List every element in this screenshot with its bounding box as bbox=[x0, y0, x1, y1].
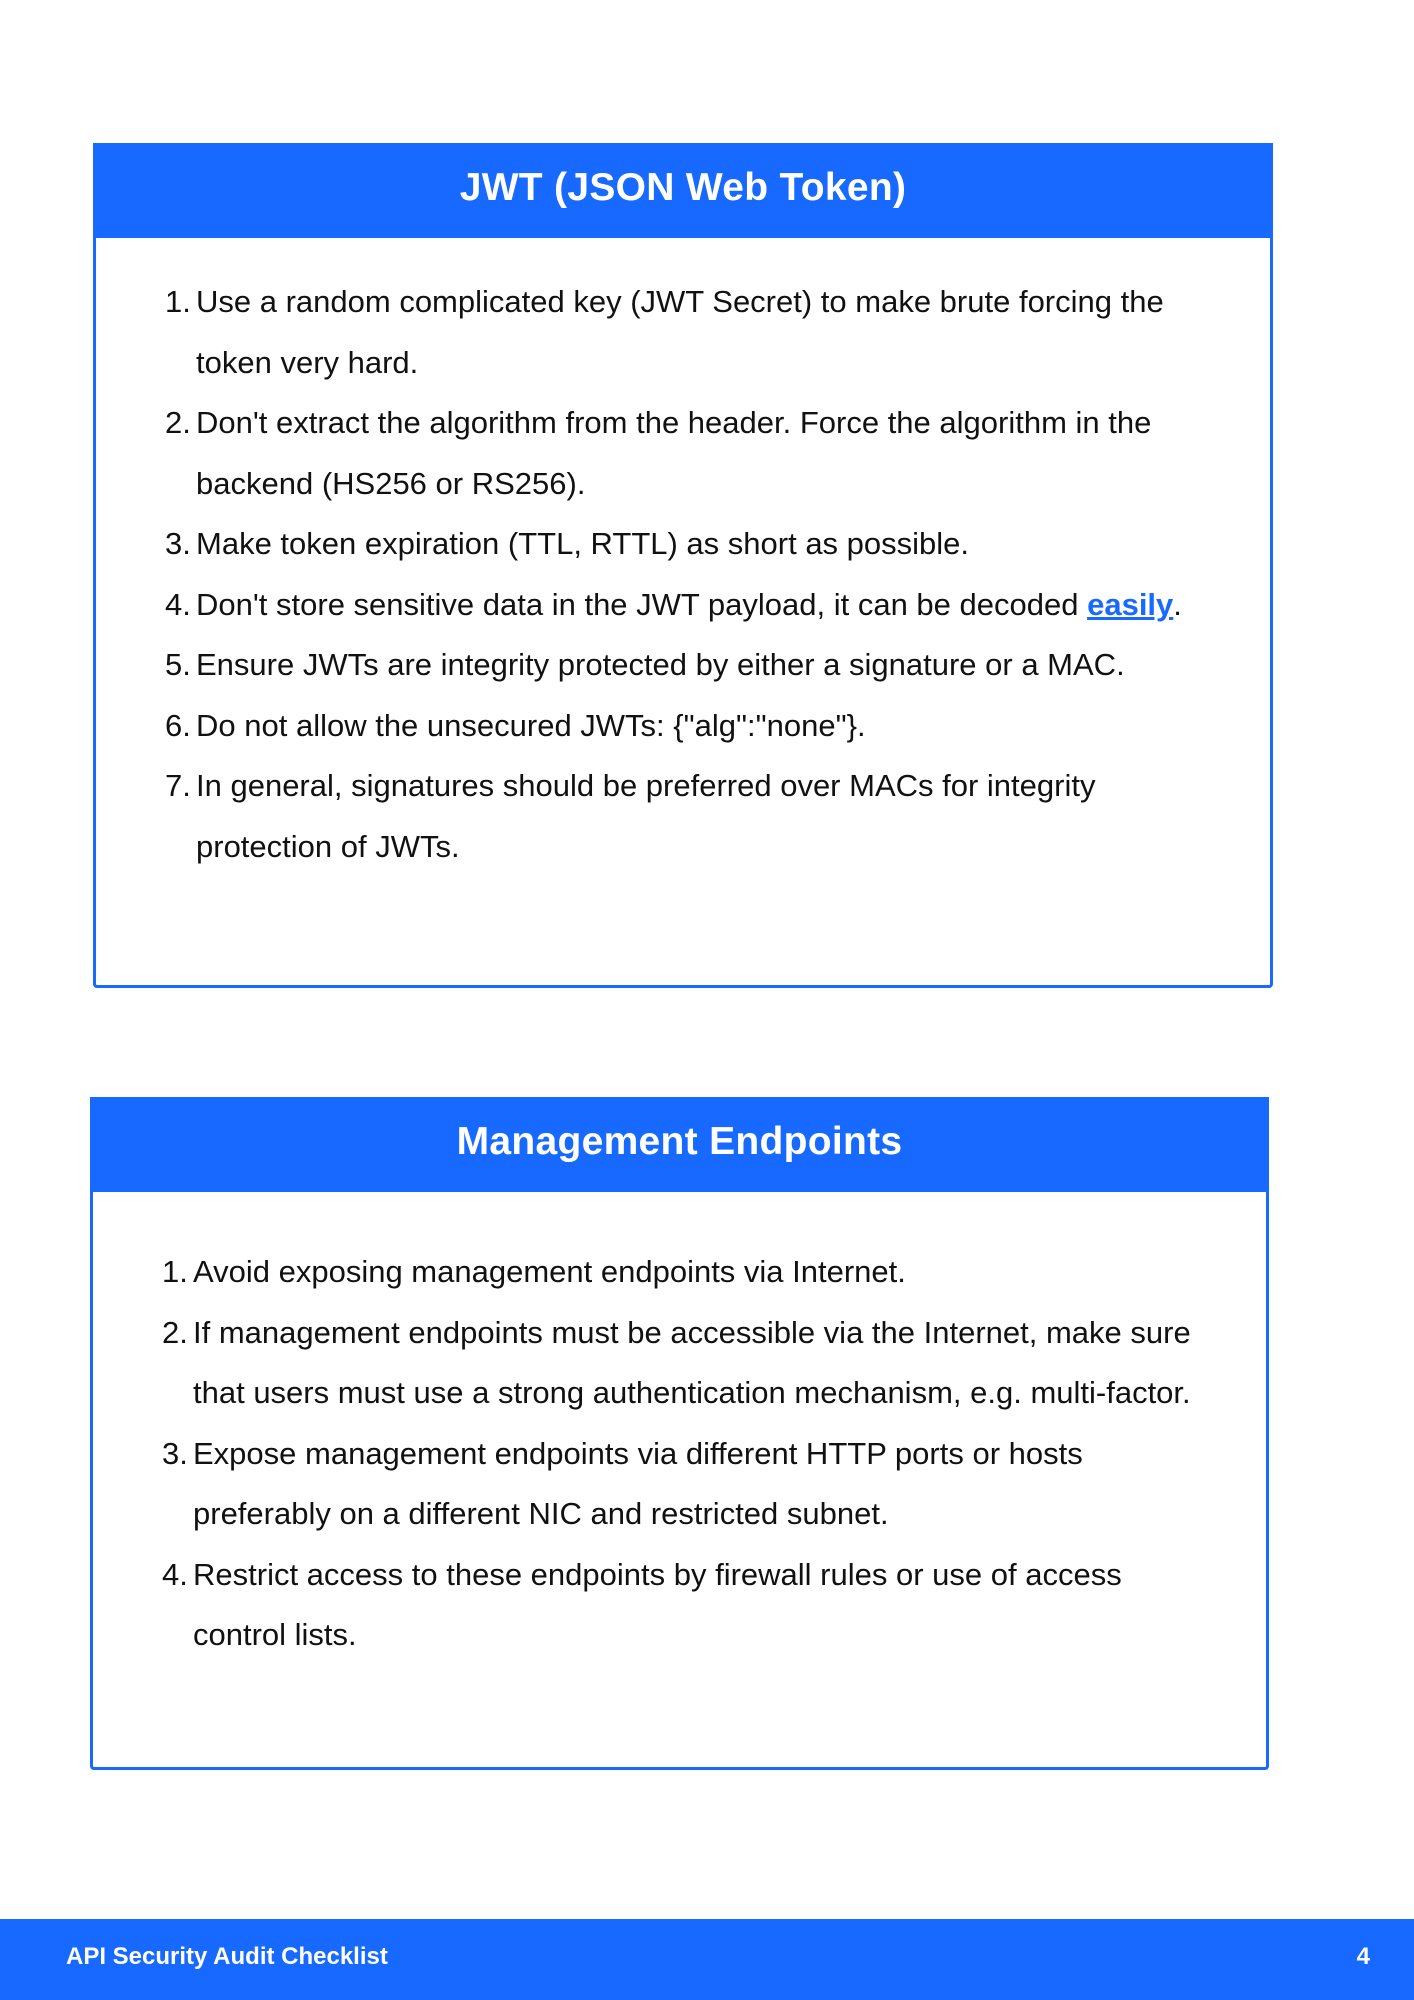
list-item bbox=[166, 575, 1210, 636]
section-title: JWT (JSON Web Token) bbox=[93, 143, 1273, 238]
item-number: 7. bbox=[165, 768, 191, 803]
list-item bbox=[163, 1303, 1206, 1424]
item-number: 3. bbox=[162, 1435, 188, 1471]
item-text: Restrict access to these endpoints by firewall rules or use of access control lists. bbox=[193, 1556, 1122, 1652]
footer-title: API Security Audit Checklist bbox=[66, 1943, 388, 1970]
item-text: Ensure JWTs are integrity protected by either a signature or a MAC. bbox=[196, 647, 1125, 682]
item-number: 3. bbox=[165, 526, 191, 561]
item-text: In general, signatures should be preferred over MACs for integrity protection of JWTs. bbox=[196, 768, 1096, 864]
item-number: 1. bbox=[165, 284, 191, 319]
list-item bbox=[166, 393, 1210, 514]
item-text: Don't store sensitive data in the JWT payload, it can be decoded bbox=[196, 586, 1088, 622]
page-footer bbox=[0, 1919, 1414, 2000]
item-number: 4. bbox=[165, 586, 191, 622]
list-item bbox=[166, 635, 1210, 696]
item-text-end: . bbox=[1173, 586, 1182, 622]
item-number: 2. bbox=[165, 405, 191, 440]
item-number: 1. bbox=[162, 1254, 188, 1289]
jwt-checklist bbox=[166, 272, 1210, 877]
list-item bbox=[166, 514, 1210, 575]
item-text: Expose management endpoints via different HTTP ports or hosts preferably on a different NIC and restricted subnet. bbox=[193, 1435, 1083, 1531]
item-number: 2. bbox=[162, 1314, 188, 1350]
management-endpoints-section bbox=[90, 1097, 1269, 1770]
item-text: Avoid exposing management endpoints via Internet. bbox=[193, 1254, 906, 1289]
list-item bbox=[163, 1545, 1206, 1666]
page-number: 4 bbox=[1356, 1943, 1370, 1970]
management-checklist bbox=[163, 1242, 1206, 1666]
list-item bbox=[163, 1424, 1206, 1545]
list-item bbox=[166, 272, 1210, 393]
list-item bbox=[166, 696, 1210, 757]
item-text: Don't extract the algorithm from the header. Force the algorithm in the backend (HS256 or RS256). bbox=[196, 405, 1152, 501]
jwt-section bbox=[93, 143, 1273, 988]
list-item bbox=[166, 756, 1210, 877]
item-number: 5. bbox=[165, 647, 191, 682]
item-number: 4. bbox=[162, 1556, 188, 1592]
item-text: If management endpoints must be accessible via the Internet, make sure that users must use a strong authentication mechanism, e.g. multi-factor. bbox=[193, 1314, 1191, 1410]
item-text: Do not allow the unsecured JWTs: {"alg":"none"}. bbox=[196, 707, 866, 743]
item-text: Use a random complicated key (JWT Secret) to make brute forcing the token very hard. bbox=[196, 284, 1164, 380]
item-number: 6. bbox=[165, 707, 191, 743]
section-title: Management Endpoints bbox=[90, 1097, 1269, 1192]
list-item bbox=[163, 1242, 1206, 1303]
item-text: Make token expiration (TTL, RTTL) as short as possible. bbox=[196, 526, 970, 561]
easily-link[interactable]: easily bbox=[1087, 586, 1174, 622]
